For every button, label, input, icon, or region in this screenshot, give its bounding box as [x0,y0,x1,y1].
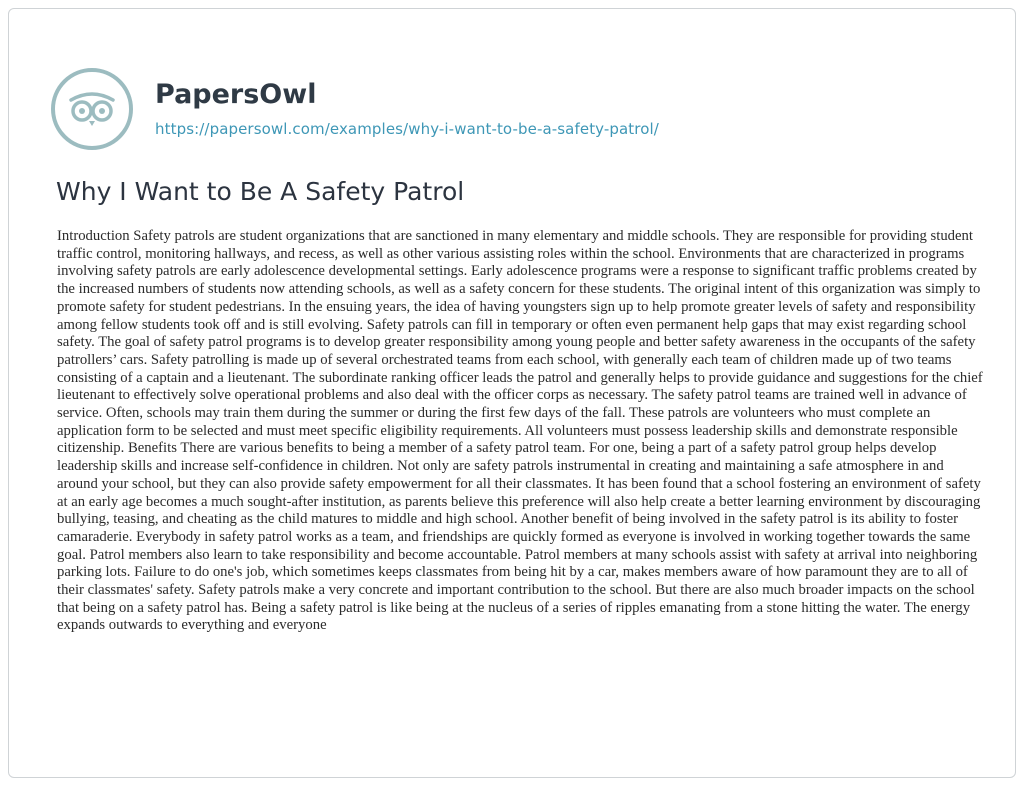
site-header [49,63,659,155]
essay-title: Why I Want to Be A Safety Patrol [56,177,465,206]
brand-name[interactable]: PapersOwl [155,79,317,111]
essay-card [8,8,1016,778]
brand-block [155,80,659,138]
owl-logo-icon[interactable] [49,66,135,152]
essay-body: Introduction Safety patrols are student organizations that are sanctioned in many elementary and middle schools. They are responsible for providing student traffic control, monitoring hallways, and recess, as well as other various assisting roles within the school. Environments that are characterized in programs involving safety patrols are early adolescence developmental settings. Early adolescence programs were a response to significant traffic problems created by the increased numbers of students now attending schools, as well as a safety concern for these students. The original intent of this organization was simply to promote safety for student pedestrians. In the ensuing years, the idea of having youngsters sign up to help promote greater levels of safety and responsibility among fellow students took off and is still evolving. Safety patrols can fill in temporary or often even permanent help gaps that may exist regarding school safety. The goal of safety patrol programs is to develop greater responsibility among young people and better safety awareness in the occupants of the safety patrollers’ cars. Safety patrolling is made up of several orchestrated teams from each school, with generally each team of children made up of two teams consisting of a captain and a lieutenant. The subordinate ranking officer leads the patrol and generally helps to provide guidance and suggestions for the chief lieutenant to effectively solve operational problems and also deal with the officer corps as necessary. The safety patrol teams are trained well in advance of service. Often, schools may train them during the summer or during the first few days of the fall. These patrols are volunteers who must complete an application form to be selected and must meet specific eligibility requirements. All volunteers must possess leadership skills and demonstrate responsible citizenship. Benefits There are various benefits to being a member of a safety patrol team. For one, being a part of a safety patrol group helps develop leadership skills and increase self-confidence in children. Not only are safety patrols instrumental in creating and maintaining a safe atmosphere in and around your school, but they can also provide safety empowerment for all their classmates. It has been found that a school fostering an environment of safety at an early age becomes a much sought-after institution, as parents believe this preference will also help create a better learning environment by discouraging bullying, teasing, and cheating as the child matures to middle and high school. Another benefit of being involved in the safety patrol is its ability to foster camaraderie. Everybody in safety patrol works as a team, and friendships are quickly formed as everyone is involved in working together towards the same goal. Patrol members also learn to take responsibility and become accountable. Patrol members at many schools assist with safety at arrival into neighboring parking lots. Failure to do one's job, which sometimes keeps classmates from being hit by a car, makes members aware of how paramount they are to all of their classmates' safety. Safety patrols make a very concrete and important contribution to the school. But there are also much broader impacts on the school that being on a safety patrol has. Being a safety patrol is like being at the nucleus of a series of ripples emanating from a stone hitting the water. The energy expands outwards to everything and everyone [57,228,983,634]
source-url-link[interactable]: https://papersowl.com/examples/why-i-want-to-be-a-safety-patrol/ [155,119,659,138]
